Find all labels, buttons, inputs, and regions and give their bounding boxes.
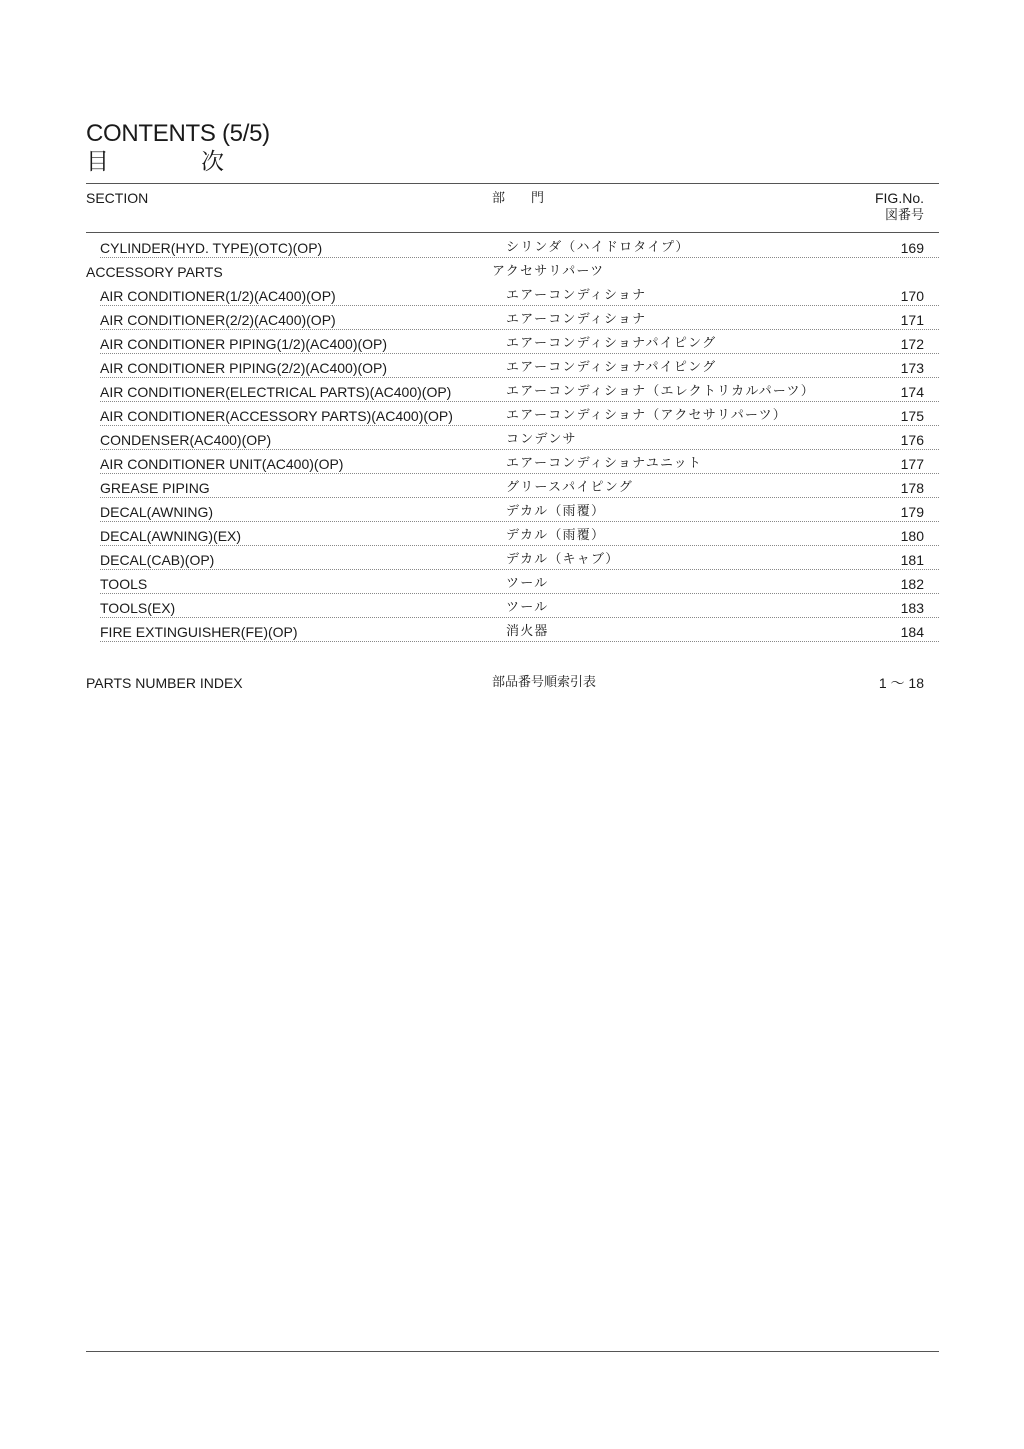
row-japanese-name: エアーコンディショナ <box>506 288 647 303</box>
row-section-name: DECAL(AWNING)(EX) <box>100 528 242 544</box>
row-japanese-name: グリースパイピング <box>506 480 633 495</box>
row-fig-number: 174 <box>900 384 924 400</box>
row-fig-number: 183 <box>900 600 924 616</box>
row-fig-number: 169 <box>900 240 924 256</box>
contents-row <box>0 308 1024 332</box>
row-fig-number: 175 <box>900 408 924 424</box>
row-japanese-name: エアーコンディショナ <box>506 312 647 327</box>
row-section-name: TOOLS <box>100 576 148 592</box>
row-japanese-name: エアーコンディショナパイピング <box>506 360 717 375</box>
index-japanese-name: 部品番号順索引表 <box>492 675 597 690</box>
column-header-fig <box>875 190 924 224</box>
contents-row <box>0 380 1024 404</box>
title-japanese-char-1: 目 <box>86 149 109 175</box>
row-section-name: AIR CONDITIONER UNIT(AC400)(OP) <box>100 456 344 472</box>
row-japanese-name: デカル（雨覆） <box>506 528 606 543</box>
row-japanese-name: ツール <box>506 576 549 591</box>
row-fig-number: 181 <box>900 552 924 568</box>
row-fig-number: 178 <box>900 480 924 496</box>
row-fig-number: 180 <box>900 528 924 544</box>
row-section-name: CYLINDER(HYD. TYPE)(OTC)(OP) <box>100 240 323 256</box>
group-section-name: ACCESSORY PARTS <box>86 264 223 280</box>
column-header-fig-en: FIG.No. <box>874 190 924 206</box>
column-header-bumon <box>492 190 544 207</box>
contents-row <box>0 524 1024 548</box>
contents-row <box>0 404 1024 428</box>
row-japanese-name: コンデンサ <box>506 432 577 447</box>
column-header-bumon-char-2: 門 <box>531 191 545 206</box>
title-japanese-char-2: 次 <box>201 149 224 175</box>
row-fig-number: 172 <box>900 336 924 352</box>
row-section-name: GREASE PIPING <box>100 480 210 496</box>
row-japanese-name: デカル（雨覆） <box>506 504 606 519</box>
row-fig-number: 173 <box>900 360 924 376</box>
row-fig-number: 184 <box>900 624 924 640</box>
contents-row <box>0 620 1024 644</box>
row-fig-number: 179 <box>900 504 924 520</box>
contents-row <box>0 428 1024 452</box>
title-english: CONTENTS (5/5) <box>86 120 270 147</box>
row-section-name: CONDENSER(AC400)(OP) <box>100 432 272 448</box>
row-section-name: AIR CONDITIONER(2/2)(AC400)(OP) <box>100 312 336 328</box>
column-header-section: SECTION <box>86 190 149 206</box>
contents-group-heading <box>0 260 1024 284</box>
row-japanese-name: エアーコンディショナパイピング <box>506 336 717 351</box>
column-header-fig-jp: 図番号 <box>884 208 924 223</box>
contents-row <box>0 548 1024 572</box>
header-top-rule <box>86 183 939 184</box>
row-japanese-name: ツール <box>506 600 549 615</box>
row-section-name: AIR CONDITIONER(ELECTRICAL PARTS)(AC400)(OP) <box>100 384 452 400</box>
row-fig-number: 171 <box>900 312 924 328</box>
footer-rule <box>86 1351 939 1352</box>
contents-row <box>0 476 1024 500</box>
index-section-name: PARTS NUMBER INDEX <box>86 675 243 691</box>
row-japanese-name: シリンダ（ハイドロタイプ） <box>506 240 690 255</box>
contents-row <box>0 596 1024 620</box>
row-japanese-name: デカル（キャブ） <box>506 552 620 567</box>
contents-row <box>0 500 1024 524</box>
contents-row <box>0 236 1024 260</box>
contents-row <box>0 572 1024 596</box>
row-fig-number: 177 <box>900 456 924 472</box>
contents-row <box>0 452 1024 476</box>
row-japanese-name: 消火器 <box>506 624 549 639</box>
header-bottom-rule <box>86 232 939 233</box>
column-header-bumon-char-1: 部 <box>492 191 506 206</box>
row-fig-number: 176 <box>900 432 924 448</box>
row-section-name: AIR CONDITIONER(1/2)(AC400)(OP) <box>100 288 336 304</box>
row-section-name: DECAL(CAB)(OP) <box>100 552 215 568</box>
row-japanese-name: エアーコンディショナ（エレクトリカルパーツ） <box>506 384 815 399</box>
contents-list <box>0 236 1024 644</box>
row-section-name: AIR CONDITIONER PIPING(2/2)(AC400)(OP) <box>100 360 388 376</box>
row-japanese-name: エアーコンディショナ（アクセサリパーツ） <box>506 408 788 423</box>
title-japanese <box>86 148 270 176</box>
row-section-name: AIR CONDITIONER PIPING(1/2)(AC400)(OP) <box>100 336 388 352</box>
row-section-name: FIRE EXTINGUISHER(FE)(OP) <box>100 624 298 640</box>
row-section-name: DECAL(AWNING) <box>100 504 214 520</box>
row-fig-number: 170 <box>900 288 924 304</box>
contents-row <box>0 356 1024 380</box>
row-section-name: TOOLS(EX) <box>100 600 176 616</box>
contents-row <box>0 284 1024 308</box>
index-page-range: 1 〜 18 <box>878 675 924 691</box>
row-fig-number: 182 <box>900 576 924 592</box>
row-japanese-name: エアーコンディショナユニット <box>506 456 703 471</box>
parts-number-index-row <box>0 671 1024 695</box>
contents-row <box>0 332 1024 356</box>
page-title <box>86 120 270 176</box>
group-japanese-name: アクセサリパーツ <box>492 264 605 279</box>
row-section-name: AIR CONDITIONER(ACCESSORY PARTS)(AC400)(OP) <box>100 408 453 424</box>
